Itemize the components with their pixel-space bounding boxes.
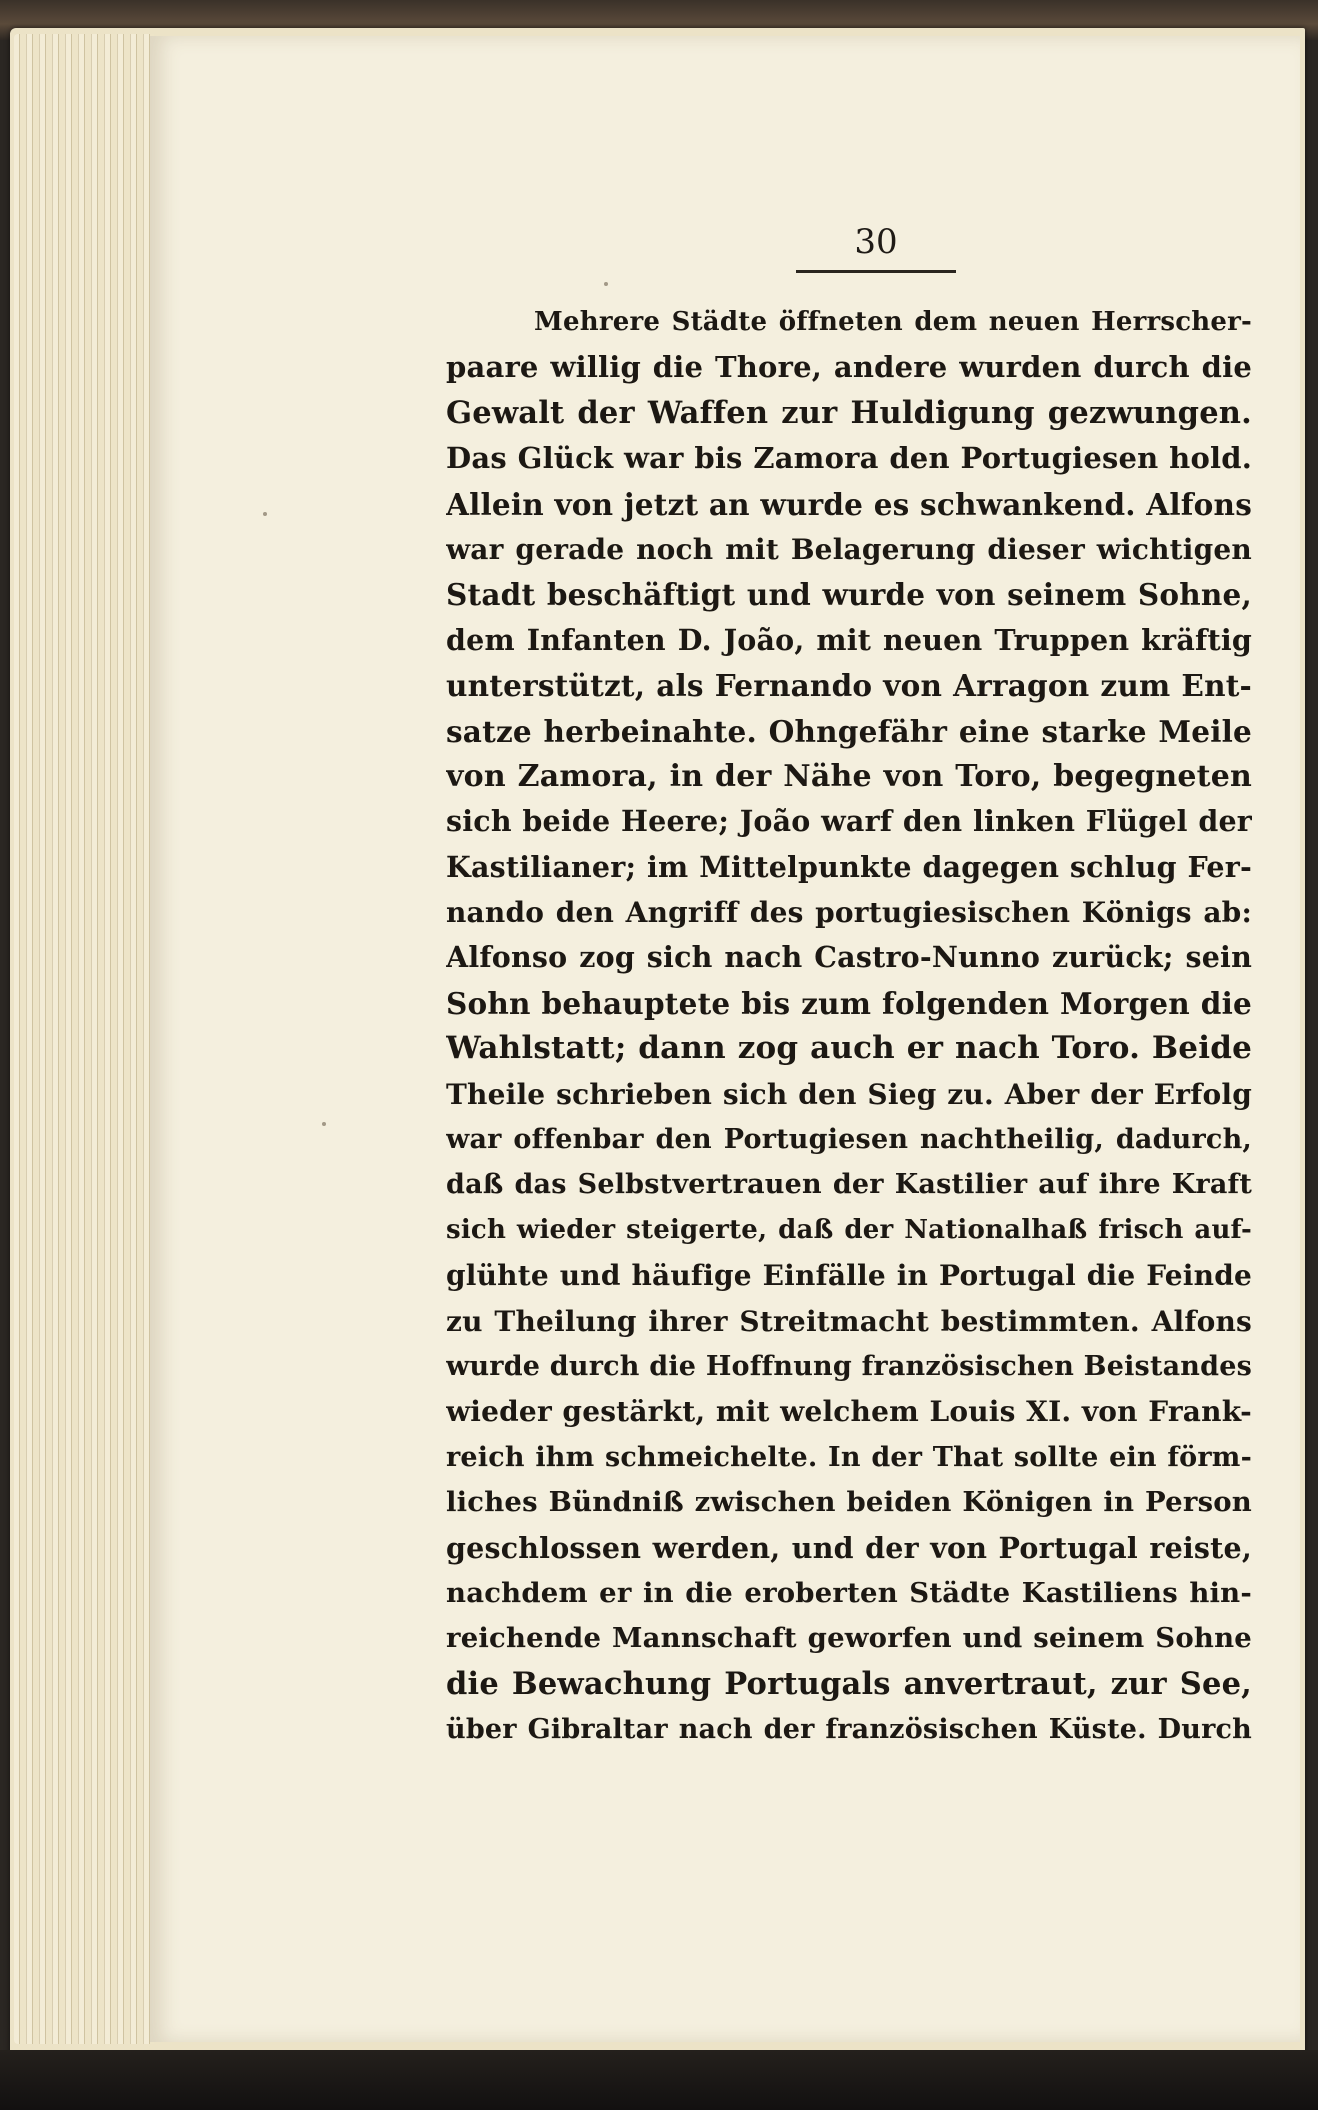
text-line: war gerade noch mit Belagerung dieser wichtigen [446, 532, 1252, 566]
text-line: Sohn behauptete bis zum folgenden Morgen die [446, 985, 1252, 1021]
page-number: 30 [854, 222, 898, 262]
book-cover-bottom-edge [0, 2050, 1318, 2110]
text-line: paare willig die Thore, andere wurden durch die [446, 350, 1252, 385]
text-line: wurde durch die Hoffnung französischen Beistandes [446, 1350, 1252, 1382]
text-line: Das Glück war bis Zamora den Portugiesen hold. [446, 441, 1252, 476]
paper-speck [263, 512, 267, 516]
body-text [446, 300, 1252, 1753]
text-line: nando den Angriff des portugiesischen Königs ab: [446, 896, 1252, 930]
text-line: Gewalt der Waffen zur Huldigung gezwungen. [446, 394, 1252, 431]
page-number-rule [796, 270, 956, 273]
text-line: Mehrere Städte öffneten dem neuen Herrscher- [534, 307, 1252, 337]
text-line: reich ihm schmeichelte. In der That sollte ein förm- [446, 1441, 1252, 1473]
text-line: Wahlstatt; dann zog auch er nach Toro. Beide [446, 1030, 1252, 1067]
text-line: zu Theilung ihrer Streitmacht bestimmten. Alfons [446, 1304, 1252, 1338]
text-line: sich wieder steigerte, daß der Nationalhaß frisch auf- [446, 1214, 1252, 1245]
page-edges-left [14, 34, 154, 2044]
text-line: von Zamora, in der Nähe von Toro, begegneten [446, 758, 1252, 794]
text-line: liches Bündniß zwischen beiden Königen in Person [446, 1486, 1252, 1519]
paper-speck [604, 282, 608, 286]
text-line: Kastilianer; im Mittelpunkte dagegen schlug Fer- [446, 849, 1252, 884]
text-line: die Bewachung Portugals anvertraut, zur See, [446, 1665, 1252, 1702]
text-line: Theile schrieben sich den Sieg zu. Aber der Erfolg [446, 1077, 1252, 1111]
text-line: satze herbeinahte. Ohngefähr eine starke Meile [446, 713, 1252, 749]
text-line: geschlossen werden, und der von Portugal reiste, [446, 1530, 1252, 1565]
text-line: unterstützt, als Fernando von Arragon zum Ent- [446, 668, 1252, 704]
text-line: nachdem er in die eroberten Städte Kastiliens hin- [446, 1576, 1252, 1609]
text-line: sich beide Heere; João warf den linken Flügel der [446, 804, 1252, 839]
text-line: reichende Mannschaft geworfen und seinem Sohne [446, 1622, 1252, 1655]
text-line: Alfonso zog sich nach Castro-Nunno zurück; sein [446, 940, 1252, 975]
text-line: Stadt beschäftigt und wurde von seinem Sohne, [446, 577, 1252, 613]
paper-speck [322, 1122, 326, 1126]
text-line: war offenbar den Portugiesen nachtheilig, dadurch, [446, 1124, 1252, 1156]
text-line: dem Infanten D. João, mit neuen Truppen kräftig [446, 622, 1252, 657]
text-line: wieder gestärkt, mit welchem Louis XI. von Frank- [446, 1395, 1252, 1429]
text-line: über Gibraltar nach der französischen Küste. Durch [446, 1714, 1252, 1746]
text-line: daß das Selbstvertrauen der Kastilier auf ihre Kraft [446, 1169, 1252, 1201]
text-line: Allein von jetzt an wurde es schwankend. Alfons [446, 486, 1252, 522]
text-line: glühte und häufige Einfälle in Portugal die Feinde [446, 1259, 1252, 1293]
